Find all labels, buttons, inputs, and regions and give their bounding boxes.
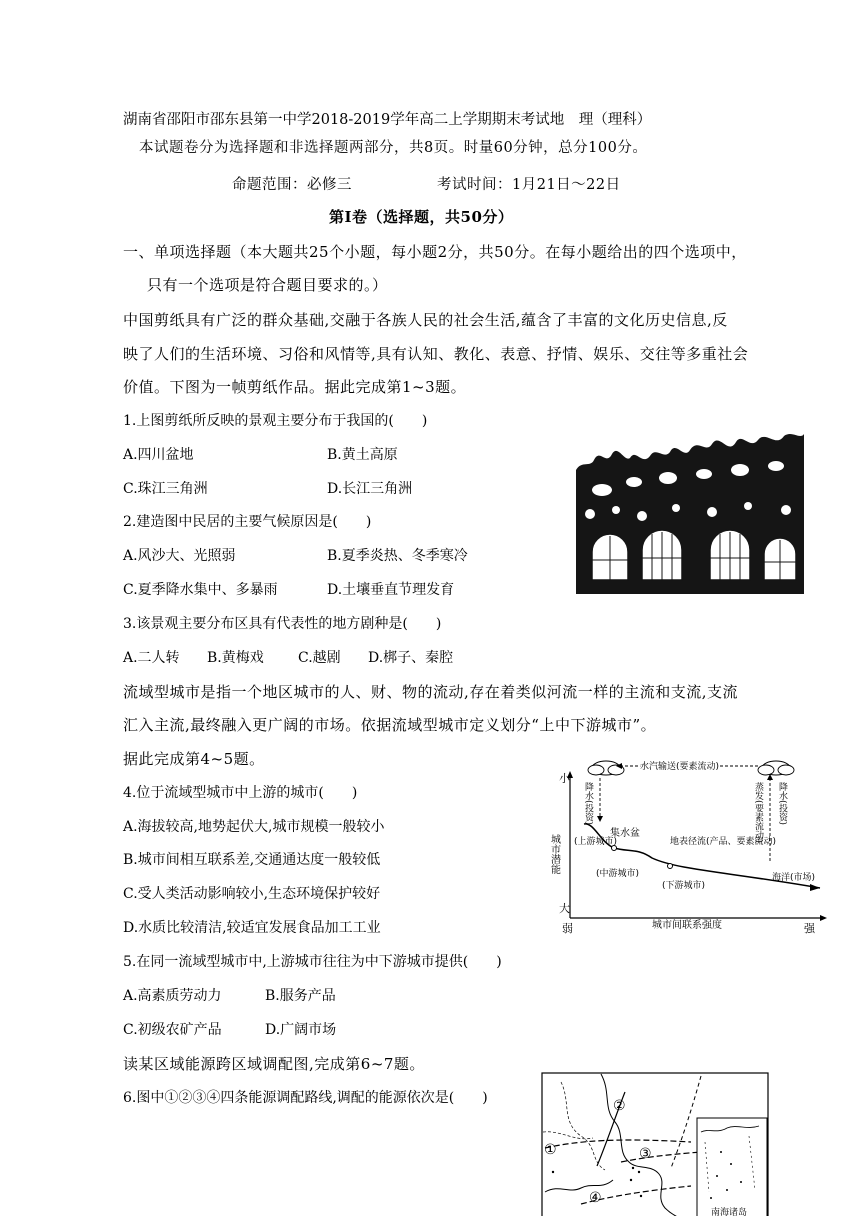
q5-option-c: C.初级农矿产品 (123, 1022, 222, 1038)
x-axis-left-label: 弱 (562, 922, 573, 935)
q3-stem: 3.该景观主要分布区具有代表性的地方剧种是( ) (123, 616, 442, 632)
energy-transfer-map (541, 1072, 769, 1216)
upstream-label: (上游城市) (574, 837, 618, 847)
section-title: 第Ⅰ卷（选择题，共50分） (329, 208, 514, 226)
q3-option-c: C.越剧 (298, 650, 341, 666)
midstream-label: (中游城市) (596, 869, 640, 879)
route-4-marker: ④ (589, 1190, 602, 1206)
q4-stem: 4.位于流域型城市中上游的城市( ) (123, 785, 358, 801)
q3-option-b: B.黄梅戏 (207, 650, 264, 666)
route-3-marker: ③ (639, 1146, 652, 1162)
south-china-sea-inset (697, 1118, 767, 1216)
y-axis-title: 城市潜能 (548, 834, 560, 874)
inset-label: 南海诸岛 (711, 1208, 748, 1216)
vapor-transport-label: 水汽输送(要素流动) (640, 762, 720, 772)
passage3-line1: 读某区域能源跨区域调配图,完成第6~7题。 (123, 1055, 425, 1073)
left-cloud-icon (588, 761, 624, 775)
basin-label: 集水盆 (610, 828, 640, 839)
q5-option-d: D.广阔市场 (265, 1022, 337, 1038)
passage2-line3: 据此完成第4~5题。 (123, 750, 265, 768)
exam-scope: 命题范围：必修三 (232, 177, 352, 193)
passage2-line1: 流域型城市是指一个地区城市的人、财、物的流动,存在着类似河流一样的主流和支流,支流 (123, 683, 739, 701)
route-1-marker: ① (544, 1142, 557, 1158)
x-axis-title: 城市间联系强度 (652, 920, 722, 931)
evaporation-label: 蒸发(要素流动) (753, 782, 763, 844)
q2-option-a: A.风沙大、光照弱 (123, 548, 236, 564)
q2-stem: 2.建造图中民居的主要气候原因是( ) (123, 514, 372, 530)
q5-option-b: B.服务产品 (265, 988, 336, 1004)
passage2-line2: 汇入主流,最终融入更广阔的市场。依据流域型城市定义划分“上中下游城市”。 (123, 716, 657, 734)
q1-option-d: D.长江三角洲 (327, 481, 413, 497)
y-axis-top-label: 小 (559, 772, 570, 785)
q4-option-d: D.水质比较清洁,较适宜发展食品加工工业 (123, 920, 381, 936)
exam-time: 考试时间：1月21日～22日 (437, 177, 621, 193)
passage1-line2: 映了人们的生活环境、习俗和风情等,具有认知、教化、表意、抒情、娱乐、交往等多重社会 (123, 345, 749, 363)
downstream-city-marker (668, 864, 673, 869)
q3-option-a: A.二人转 (123, 650, 180, 666)
part1-heading: 一、单项选择题（本大题共25个小题，每小题2分，共50分。在每小题给出的四个选项中， (123, 243, 747, 261)
paper-cut-image (572, 430, 808, 598)
y-axis-bottom-label: 大 (559, 902, 570, 915)
q2-option-d: D.土壤垂直节理发育 (327, 582, 455, 598)
downstream-label: (下游城市) (662, 881, 706, 891)
q4-option-c: C.受人类活动影响较小,生态环境保护较好 (123, 886, 381, 902)
runoff-label: 地表径流(产品、要素流动) (670, 837, 777, 847)
q4-option-a: A.海拔较高,地势起伏大,城市规模一般较小 (123, 819, 385, 835)
q1-stem: 1.上图剪纸所反映的景观主要分布于我国的( ) (123, 413, 428, 429)
q6-stem: 6.图中①②③④四条能源调配路线,调配的能源依次是( ) (123, 1090, 488, 1106)
passage1-line1: 中国剪纸具有广泛的群众基础,交融于各族人民的社会生活,蕴含了丰富的文化历史信息,反 (123, 311, 728, 329)
ocean-market-label: 海洋(市场) (772, 873, 816, 883)
q2-option-c: C.夏季降水集中、多暴雨 (123, 582, 278, 598)
left-rain-label: 降水(投资) (583, 782, 593, 826)
q4-option-b: B.城市间相互联系差,交通通达度一般较低 (123, 852, 381, 868)
passage1-line3: 价值。下图为一帧剪纸作品。据此完成第1~3题。 (123, 378, 467, 396)
x-axis-right-label: 强 (804, 922, 815, 935)
part1-heading-cont: 只有一个选项是符合题目要求的。） (147, 276, 388, 294)
q3-option-d: D.梆子、秦腔 (368, 650, 454, 666)
exam-title: 湖南省邵阳市邵东县第一中学2018-2019学年高二上学期期末考试地 理（理科） (123, 112, 652, 128)
right-cloud-icon (758, 761, 794, 775)
q5-stem: 5.在同一流域型城市中,上游城市往往为中下游城市提供( ) (123, 954, 502, 970)
q1-option-b: B.黄土高原 (327, 447, 398, 463)
q5-option-a: A.高素质劳动力 (123, 988, 222, 1004)
flow-city-diagram (548, 752, 830, 940)
exam-intro: 本试题卷分为选择题和非选择题两部分，共8页。时量60分钟，总分100分。 (139, 140, 648, 156)
right-rain-label: 降水(投资) (777, 782, 787, 826)
route-2-marker: ② (613, 1098, 626, 1114)
q1-option-c: C.珠江三角洲 (123, 481, 208, 497)
q2-option-b: B.夏季炎热、冬季寒冷 (327, 548, 468, 564)
q1-option-a: A.四川盆地 (123, 447, 194, 463)
